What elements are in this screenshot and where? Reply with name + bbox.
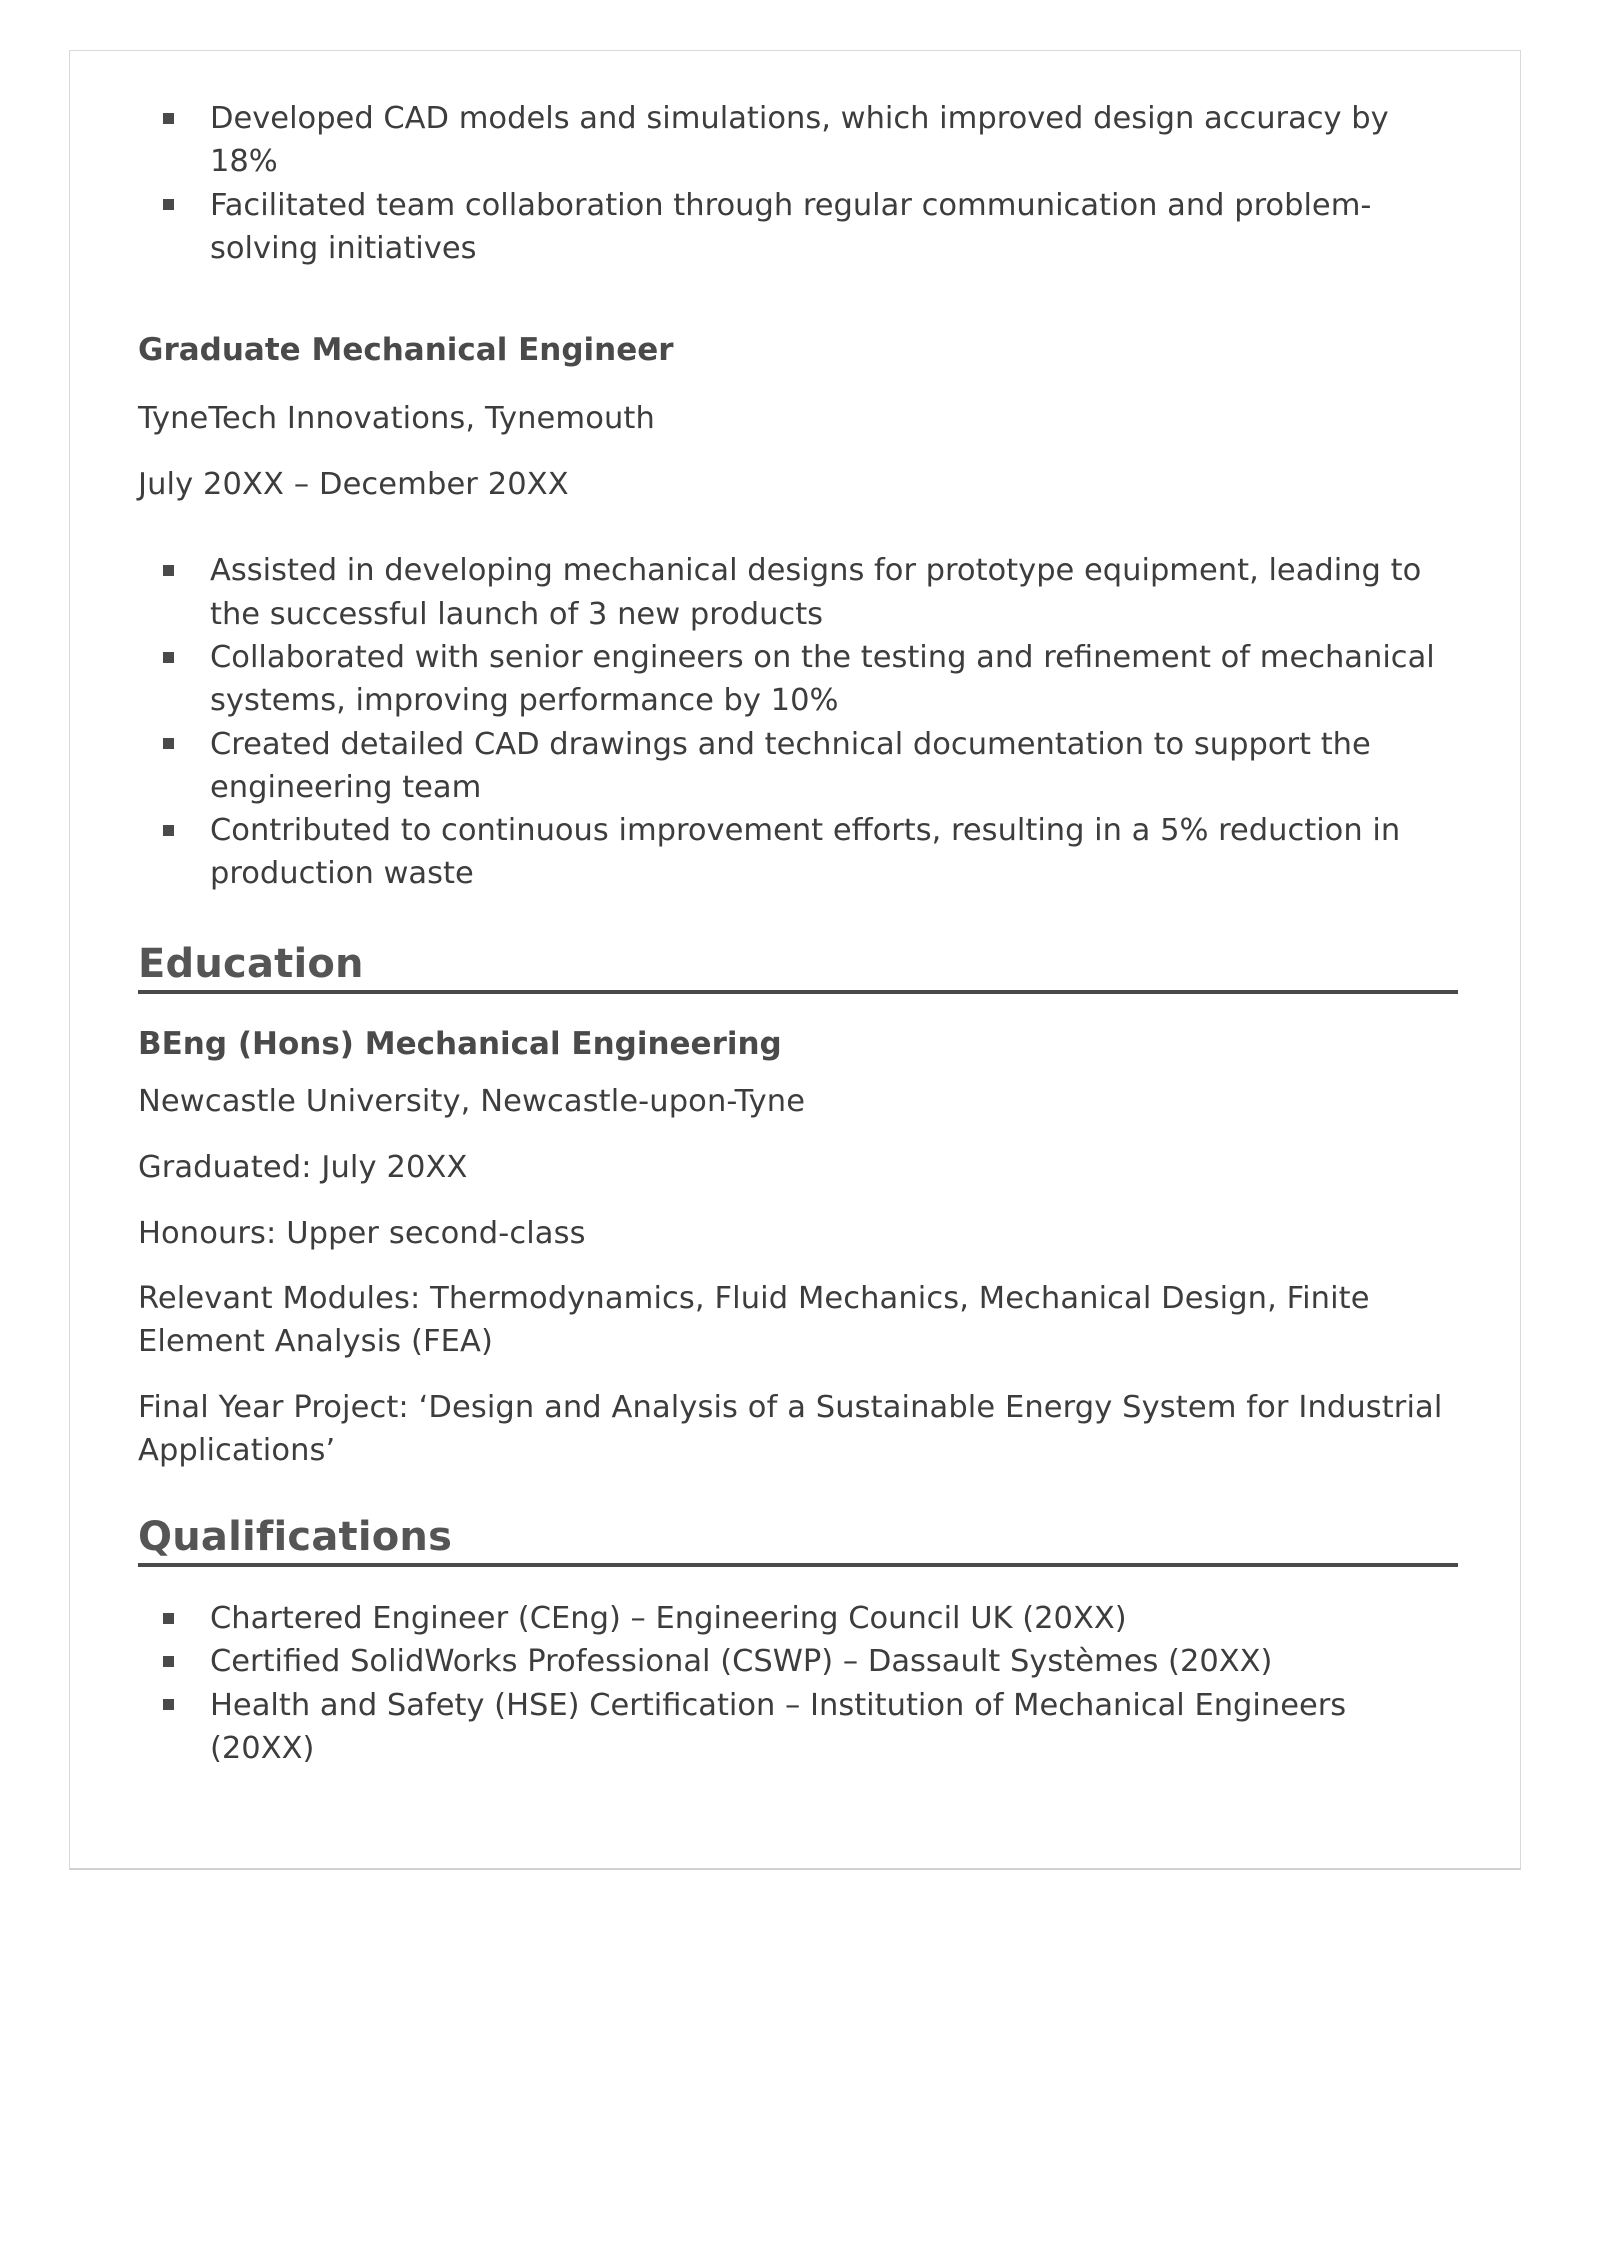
qualifications-bullet-list xyxy=(138,1597,1458,1770)
square-bullet-icon xyxy=(163,199,174,210)
employer-line: TyneTech Innovations, Tynemouth xyxy=(138,401,655,437)
education-graduated: Graduated: July 20XX xyxy=(138,1150,468,1186)
section-divider xyxy=(138,990,1458,994)
job-title: Graduate Mechanical Engineer xyxy=(138,332,674,369)
square-bullet-icon xyxy=(163,825,174,836)
square-bullet-icon xyxy=(163,1699,174,1710)
section-divider xyxy=(138,1563,1458,1567)
square-bullet-icon xyxy=(163,652,174,663)
section-heading-qualifications xyxy=(138,1515,1458,1567)
list-item-text: Health and Safety (HSE) Certification – Institution of Mechanical Engineers (20XX) xyxy=(210,1687,1347,1766)
section-title-text: Education xyxy=(138,940,364,987)
spacer xyxy=(138,922,1458,942)
list-item xyxy=(138,809,1458,896)
square-bullet-icon xyxy=(163,113,174,124)
list-item-text: Facilitated team collaboration through regular communication and problem-solving initiatives xyxy=(210,187,1372,266)
square-bullet-icon xyxy=(163,1656,174,1667)
education-honours: Honours: Upper second-class xyxy=(138,1215,586,1251)
employment-dates: July 20XX – December 20XX xyxy=(138,466,569,502)
spacer xyxy=(138,296,1458,330)
list-item xyxy=(138,723,1458,810)
list-item xyxy=(138,97,1458,184)
spacer xyxy=(138,1495,1458,1515)
spacer xyxy=(138,529,1458,549)
education-modules: Relevant Modules: Thermodynamics, Fluid Mechanics, Mechanical Design, Finite Element Analysis (FEA) xyxy=(138,1281,1370,1360)
list-item xyxy=(138,549,1458,636)
degree-title: BEng (Hons) Mechanical Engineering xyxy=(138,1025,782,1062)
list-item xyxy=(138,1597,1458,1640)
list-item-text: Created detailed CAD drawings and technical documentation to support the engineering team xyxy=(210,726,1371,805)
list-item xyxy=(138,1684,1458,1771)
continued-bullet-list xyxy=(138,97,1458,270)
square-bullet-icon xyxy=(163,1613,174,1624)
list-item-text: Chartered Engineer (CEng) – Engineering Council UK (20XX) xyxy=(210,1601,1127,1637)
section-title-text: Qualifications xyxy=(138,1514,453,1561)
education-institution: Newcastle University, Newcastle-upon-Tyne xyxy=(138,1084,806,1120)
list-item-text: Certified SolidWorks Professional (CSWP) – Dassault Systèmes (20XX) xyxy=(210,1644,1273,1680)
list-item xyxy=(138,1640,1458,1683)
list-item-text: Collaborated with senior engineers on the testing and refinement of mechanical systems, improving performance by 10% xyxy=(210,640,1435,719)
list-item-text: Developed CAD models and simulations, which improved design accuracy by 18% xyxy=(210,101,1389,180)
list-item xyxy=(138,184,1458,271)
list-item xyxy=(138,636,1458,723)
page-content xyxy=(138,97,1458,1796)
document-page xyxy=(69,50,1521,1870)
education-final-year-project: Final Year Project: ‘Design and Analysis of a Sustainable Energy System for Industrial Applications’ xyxy=(138,1389,1443,1468)
list-item-text: Assisted in developing mechanical designs for prototype equipment, leading to the successful launch of 3 new products xyxy=(210,553,1422,632)
list-item-text: Contributed to continuous improvement efforts, resulting in a 5% reduction in production waste xyxy=(210,813,1401,892)
square-bullet-icon xyxy=(163,738,174,749)
experience-bullet-list xyxy=(138,549,1458,895)
section-heading-education xyxy=(138,942,1458,994)
square-bullet-icon xyxy=(163,565,174,576)
